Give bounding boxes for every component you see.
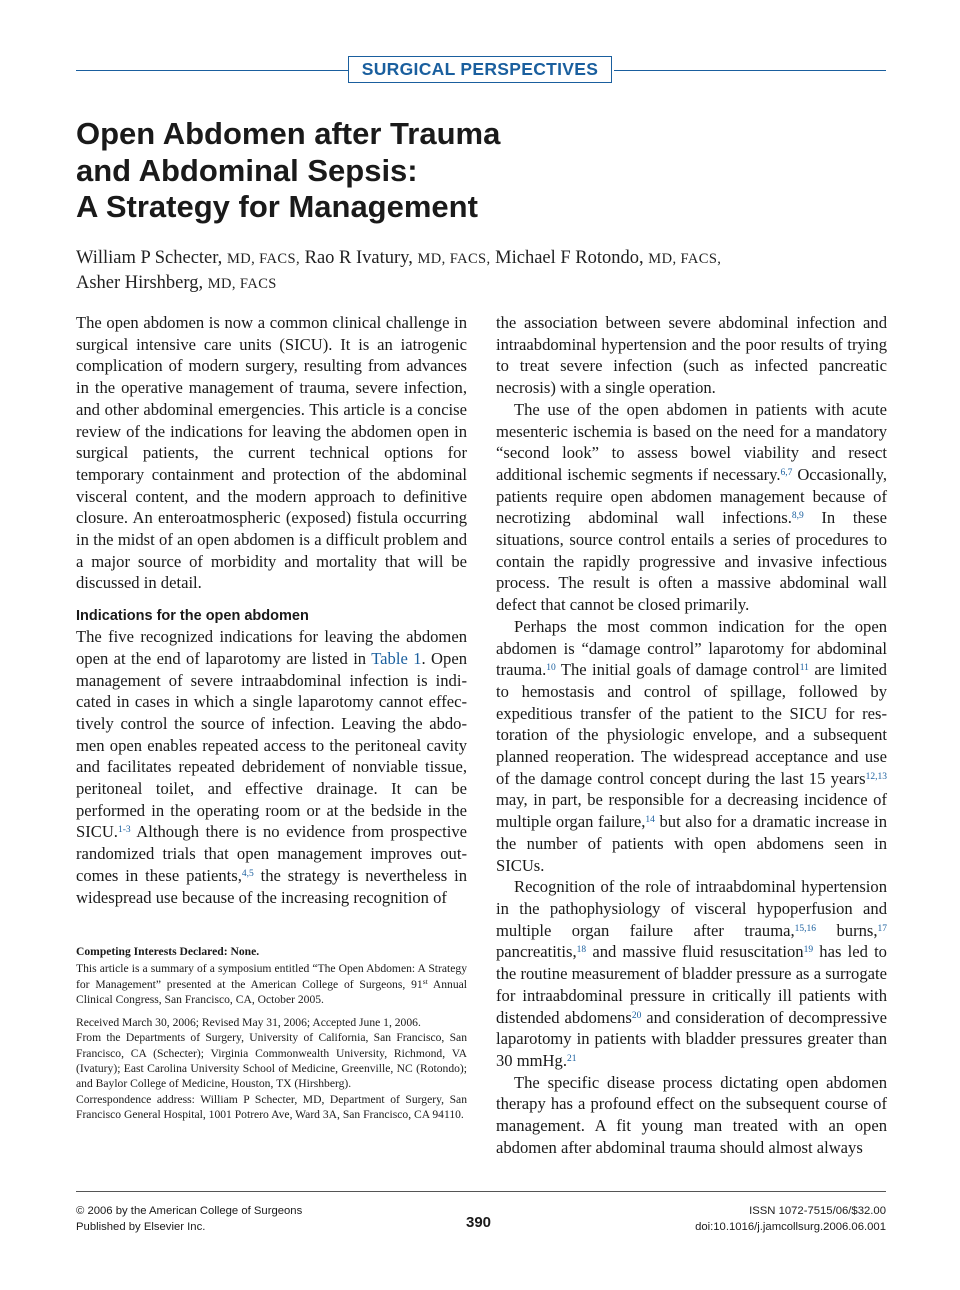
body-paragraph: Perhaps the most common indication for the open abdomen is “damage control” laparotomy for abdominal trauma.$^{10}$ The initial goals of damage control$^{11}$ are limited to hemostasis and control of spillage, followed by expeditious transfer of the patient to the SICU for restoration of the physiologic envelope, and a subsequent planned reoperation. The widespread acceptance and use of the damage control concept during the last 15 years$^{12,13}$ may, in part, be responsible for a decreasing incidence of multiple organ failure,$^{14}$ but also for a dramatic increase in the number of patients with open abdomens seen in SICUs.: [496, 616, 887, 875]
section-banner: [348, 56, 612, 83]
author-credentials: MD, FACS,: [417, 251, 491, 267]
citation-ref[interactable]: 6,7: [780, 467, 793, 478]
body-paragraph: The specific disease process dictating open abdomen therapy has a profound effect on the subsequent course of management. A fit young man treated with an open abdomen after abdominal trauma should almost always: [496, 1072, 887, 1157]
received-dates: Received March 30, 2006; Revised May 31, 2006; Accepted June 1, 2006.: [76, 1016, 421, 1030]
right-column: [496, 312, 887, 1158]
citation-ref[interactable]: 4,5: [241, 868, 254, 879]
doi[interactable]: doi:10.1016/j.jamcollsurg.2006.06.001: [695, 1221, 886, 1233]
title-line-1: Open Abdomen after Trauma: [76, 116, 501, 151]
citation-ref[interactable]: 12,13: [865, 771, 887, 782]
page-number: 390: [466, 1214, 492, 1231]
section-rule-left: [76, 70, 348, 71]
citation-ref[interactable]: 14: [645, 815, 655, 826]
abstract-paragraph: The open abdomen is now a common clinical challenge in surgical intensive care units (SICU). It is an iatrogenic complication of modern surgery, resulting from advances in the operative management of trauma, severe infection, and other abdominal emergencies. This article is a concise review of the indications for leaving the abdomen open in surgical patients, the current technical options for temporary containment and protection of the abdominal visceral content, and the modern approach to definitive closure. An enteroatmospheric (exposed) fistula occurring in the midst of an open abdomen is a difficult problem and a major source of morbidity and mortality that will be discussed in detail.: [76, 313, 467, 593]
body-paragraph: the association between severe abdominal infection and intraabdominal hypertension and the poor results of trying to treat severe infection (such as infected pancreatic necrosis) with a single operation.: [496, 313, 887, 398]
citation-ref[interactable]: 8,9: [791, 511, 804, 522]
footer-rule: [76, 1191, 886, 1192]
table-link[interactable]: Table 1: [371, 648, 422, 668]
issn: ISSN 1072-7515/06/$32.00: [749, 1205, 886, 1217]
citation-ref[interactable]: 21: [567, 1053, 577, 1064]
body-paragraph: The use of the open abdomen in patients with acute mesenteric ischemia is based on the need for a mandatory “second look” to assess bowel viability and resect additional ischemic segments if necessary.$^{6,7}$ Occasionally, patients require open abdomen management because of necrotizing abdominal wall infections.$^{8,9}$ In these situations, source control entails a series of procedures to contain the rapidly progressive and invasive infectious process. The result is often a massive abdominal wall defect that cannot be closed primarily.: [496, 399, 888, 615]
author-name: William P Schecter,: [76, 248, 223, 268]
author-credentials: MD, FACS,: [226, 251, 300, 267]
body-paragraph: Recognition of the role of intraabdominal hypertension in the pathophysiology of visceral hypoperfusion and multiple organ failure after trauma,$^{15,16}$ burns,$^{17}$ pancreatitis,$^{18}$ and massive fluid resuscitation$^{19}$ has led to the routine measurement of bladder pressure as a surrogate for intraabdominal pressure in critically ill patients with distended abdomens$^{20}$ and consideration of decompressive laparotomy in patients with bladder pressures greater than 30 mmHg.$^{21}$: [496, 877, 888, 1070]
correspondence-address: Correspondence address: William P Schecter, MD, Department of Surgery, San Francisco General Hospital, 1001 Potrero Ave, Ward 3A, San Francisco, CA 94110.: [76, 1092, 467, 1121]
author-name: Rao R Ivatury,: [304, 248, 413, 268]
author-name: Asher Hirshberg,: [76, 273, 204, 293]
citation-ref[interactable]: 10: [546, 663, 556, 674]
article-title: [76, 116, 636, 226]
left-column: [76, 312, 467, 908]
citation-ref[interactable]: 11: [799, 663, 809, 674]
citation-ref[interactable]: 15,16: [794, 923, 816, 934]
footer-right: [695, 1203, 886, 1235]
article-footnotes: [76, 944, 467, 1122]
author-name: Michael F Rotondo,: [495, 248, 644, 268]
body-paragraph: The five recognized indications for leaving the abdomen open at the end of laparotomy are listed in Table 1. Open management of severe intraabdominal infection is indicated in cases in which a single laparotomy cannot effectively control the source of infection. Leaving the abdomen open enables repeated access to the peritoneal cavity and facilitates repeated debridement of nonviable tissue, peritoneal toilet, and effective drainage. It can be performed in the operating room or at the bedside in the SICU.$^{1-3}$ Although there is no evidence from prospective randomized trials that open management improves outcomes in these patients,$^{4,5}$ the strategy is nevertheless in widespread use because of the increasing recognition of: [76, 627, 468, 907]
author-list: [76, 246, 876, 296]
title-line-3: A Strategy for Management: [76, 189, 478, 224]
citation-ref[interactable]: 20: [631, 1010, 642, 1021]
section-rule-right: [614, 70, 886, 71]
citation-ref[interactable]: 19: [803, 945, 814, 956]
section-label: SURGICAL PERSPECTIVES: [361, 59, 599, 79]
competing-interests: Competing Interests Declared: None.: [76, 945, 260, 958]
title-line-2: and Abdominal Sepsis:: [76, 152, 418, 188]
citation-ref[interactable]: 18: [576, 945, 587, 956]
section-heading: Indications for the open abdomen: [76, 608, 309, 625]
footer-left: [76, 1203, 302, 1235]
author-credentials: MD, FACS: [207, 276, 277, 292]
affiliations: From the Departments of Surgery, University of California, San Francisco, San Francisco, CA (Schecter); Virginia Commonwealth University, Richmond, VA (Ivatury); East Carolina University School of Medicine, Greenville, NC (Rotondo); and Baylor College of Medicine, Houston, TX (Hirshberg).: [76, 1031, 467, 1091]
copyright: © 2006 by the American College of Surgeons: [76, 1205, 303, 1217]
publisher: Published by Elsevier Inc.: [76, 1221, 206, 1233]
symposium-note: This article is a summary of a symposium entitled “The Open Abdomen: A Strategy for Management” presented at the American College of Surgeons, 91st Annual Clinical Congress, San Francisco, CA, October 2005.: [76, 962, 468, 1006]
author-credentials: MD, FACS,: [648, 251, 722, 267]
citation-ref[interactable]: 17: [877, 923, 888, 934]
citation-ref[interactable]: 1-3: [117, 825, 131, 836]
